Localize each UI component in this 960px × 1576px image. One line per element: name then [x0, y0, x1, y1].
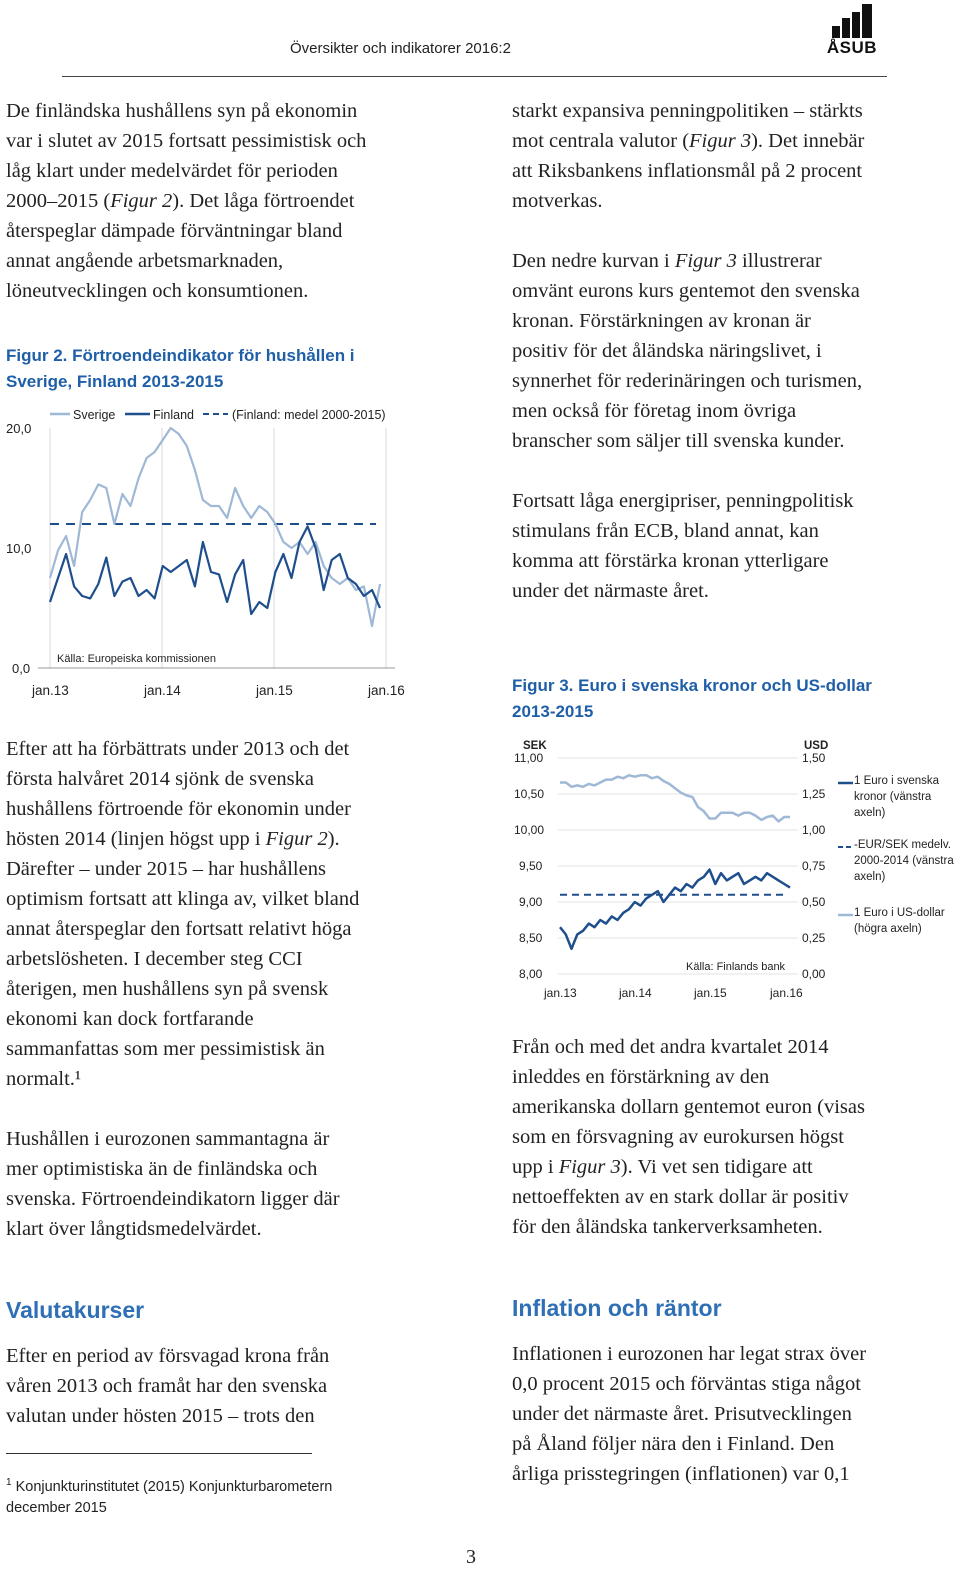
footnote-line-2: december 2015 [6, 1499, 107, 1516]
chart-grid [38, 428, 395, 668]
line: positiv för det åländska näringslivet, i [512, 340, 822, 362]
y-tick-label: 1,25 [802, 787, 826, 801]
series-line-finland [50, 526, 380, 614]
legend-label: Sverige [73, 408, 116, 422]
line: motverkas. [512, 190, 603, 212]
asub-logo [826, 2, 878, 58]
chart-source: Källa: Europeiska kommissionen [57, 653, 216, 665]
y-tick-label: 9,50 [519, 859, 543, 873]
line: Fortsatt låga energipriser, penningpolitisk [512, 490, 854, 512]
line: Från och med det andra kvartalet 2014 [512, 1036, 829, 1058]
line: inleddes en förstärkning av den [512, 1066, 770, 1088]
line: Inflationen i eurozonen har legat strax över [512, 1343, 867, 1365]
chart-source: Källa: Finlands bank [686, 961, 786, 973]
y-tick-label: 10,0 [6, 541, 32, 556]
y-tick-label: 0,00 [802, 967, 826, 981]
left-paragraph-1 [6, 96, 476, 306]
series-line-sverige [50, 428, 380, 626]
line: upp i Figur 3). Vi vet sen tidigare att [512, 1156, 813, 1178]
legend-entry [854, 837, 958, 893]
logo-text: ÅSUB [826, 38, 878, 57]
line: kronan. Förstärkningen av kronan är [512, 310, 811, 332]
line: men också för företag inom övriga [512, 400, 797, 422]
line: optimism fortsatt att klinga av, vilket bland [6, 888, 360, 910]
line: 2000–2015 (Figur 2). Det låga förtroendet [6, 190, 355, 212]
legend-label: -EUR/SEK medelv. 2000-2014 (vänstra axeln) [854, 839, 954, 883]
left-paragraph-2 [6, 734, 476, 1094]
right-paragraph-4 [512, 1032, 952, 1242]
line: 0,0 procent 2015 och förväntas stiga något [512, 1373, 861, 1395]
line: synnerhet för rederinäringen och turismen, [512, 370, 863, 392]
right-paragraph-3 [512, 486, 952, 606]
right-paragraph-5 [512, 1339, 952, 1489]
figure-3-chart [508, 733, 958, 1008]
line: amerikanska dollarn gentemot euron (visas [512, 1096, 865, 1118]
x-tick-label: jan.16 [770, 986, 803, 1000]
line: ekonomi kan dock fortfarande [6, 1008, 254, 1030]
y-tick-label: 0,75 [802, 859, 826, 873]
line: årliga prisstegringen (inflationen) var 0,1 [512, 1463, 850, 1485]
right-axis-unit: USD [804, 740, 829, 752]
x-tick-label: jan.14 [144, 683, 181, 698]
y-tick-label: 0,25 [802, 931, 826, 945]
y-tick-label: 10,00 [514, 823, 545, 837]
chart-series [50, 428, 380, 626]
line: klart över långtidsmedelvärdet. [6, 1218, 262, 1240]
y-tick-label: 1,00 [802, 823, 826, 837]
line: annat angående arbetsmarknaden, [6, 250, 284, 272]
legend-label: Finland [153, 408, 194, 422]
line: arbetslösheten. I december steg CCI [6, 948, 303, 970]
section-heading-valutakurser: Valutakurser [6, 1297, 145, 1323]
y-tick-label: 20,0 [6, 421, 32, 436]
x-tick-label: jan.15 [256, 683, 293, 698]
header-rule [62, 76, 887, 77]
line: hösten 2014 (linjen högst upp i Figur 2). [6, 828, 340, 850]
logo-bars-icon [826, 2, 878, 38]
line: Därefter – under 2015 – har hushållens [6, 858, 326, 880]
left-axis-ticks [514, 751, 544, 981]
line: återspeglar dämpade förväntningar bland [6, 220, 343, 242]
line: låg klart under medelvärdet för perioden [6, 160, 338, 182]
chart-series [560, 775, 790, 949]
footnote [6, 1472, 426, 1519]
series-line-eur-usd [560, 775, 790, 821]
x-tick-label: jan.14 [619, 986, 652, 1000]
section-heading-inflation: Inflation och räntor [512, 1295, 722, 1321]
y-tick-label: 11,00 [514, 751, 544, 765]
line: Den nedre kurvan i Figur 3 illustrerar [512, 250, 822, 272]
line: annat återspeglar den fortsatt relativt höga [6, 918, 352, 940]
right-paragraph-1 [512, 96, 952, 216]
line: nettoeffekten av en stark dollar är positiv [512, 1186, 849, 1208]
line: löneutvecklingen och konsumtionen. [6, 280, 309, 302]
line: Hushållen i eurozonen sammantagna är [6, 1128, 330, 1150]
caption-line: 2013-2015 [512, 702, 594, 721]
y-tick-label: 9,00 [519, 895, 543, 909]
line: hushållens förtroende för ekonomin under [6, 798, 351, 820]
line: som en försvagning av eurokursen högst [512, 1126, 844, 1148]
line: normalt.¹ [6, 1068, 82, 1090]
legend-entry [854, 773, 958, 829]
figure-2-caption [6, 343, 476, 395]
caption-line: Sverige, Finland 2013-2015 [6, 372, 224, 391]
page-header-title: Översikter och indikatorer 2016:2 [290, 40, 511, 57]
line: mer optimistiska än de finländska och [6, 1158, 318, 1180]
footnote-rule [6, 1453, 312, 1454]
page-number: 3 [466, 1546, 476, 1568]
line: branscher som säljer till svenska kunder. [512, 430, 845, 452]
line: första halvåret 2014 sjönk de svenska [6, 768, 314, 790]
line: under det närmaste året. Prisutvecklingen [512, 1403, 852, 1425]
line: på Åland följer nära den i Finland. Den [512, 1433, 835, 1455]
line: Efter en period av försvagad krona från [6, 1345, 330, 1367]
line: för den åländska tankerverksamheten. [512, 1216, 823, 1238]
line: var i slutet av 2015 fortsatt pessimistisk och [6, 130, 367, 152]
caption-line: Figur 3. Euro i svenska kronor och US-dollar [512, 676, 872, 695]
y-tick-label: 10,50 [514, 787, 545, 801]
y-tick-label: 1,50 [802, 751, 826, 765]
line: valutan under hösten 2015 – trots den [6, 1405, 315, 1427]
line: De finländska hushållens syn på ekonomin [6, 100, 358, 122]
right-axis-ticks [802, 751, 826, 981]
right-paragraph-2 [512, 246, 952, 456]
line: mot centrala valutor (Figur 3). Det innebär [512, 130, 865, 152]
y-tick-label: 8,00 [519, 967, 543, 981]
footnote-marker: 1 [6, 1477, 12, 1488]
left-paragraph-4 [6, 1341, 476, 1431]
left-paragraph-3 [6, 1124, 476, 1244]
y-tick-label: 0,50 [802, 895, 826, 909]
caption-line: Figur 2. Förtroendeindikator för hushållen i [6, 346, 355, 365]
line: svenska. Förtroendeindikatorn ligger där [6, 1188, 340, 1210]
y-tick-label: 8,50 [519, 931, 543, 945]
legend-label: 1 Euro i US-dollar (högra axeln) [854, 907, 945, 935]
line: under det närmaste året. [512, 580, 709, 602]
x-tick-label: jan.16 [368, 683, 405, 698]
line: omvänt eurons kurs gentemot den svenska [512, 280, 860, 302]
line: att Riksbankens inflationsmål på 2 procent [512, 160, 863, 182]
figure-2-chart [0, 400, 420, 705]
legend-label: 1 Euro i svenska kronor (vänstra axeln) [854, 775, 940, 819]
x-tick-label: jan.13 [32, 683, 69, 698]
line: komma att förstärka kronan ytterligare [512, 550, 829, 572]
line: Efter att ha förbättrats under 2013 och det [6, 738, 350, 760]
series-line-eur-sek [560, 870, 790, 949]
line: starkt expansiva penningpolitiken – stärkts [512, 100, 863, 122]
line: stimulans från ECB, bland annat, kan [512, 520, 819, 542]
x-tick-label: jan.13 [544, 986, 577, 1000]
line: våren 2013 och framåt har den svenska [6, 1375, 328, 1397]
line: sammanfattas som mer pessimistisk än [6, 1038, 325, 1060]
x-tick-label: jan.15 [694, 986, 727, 1000]
figure-3-caption [512, 673, 952, 725]
line: återigen, men hushållens syn på svensk [6, 978, 329, 1000]
left-axis-unit: SEK [523, 740, 547, 752]
y-tick-label: 0,0 [12, 661, 31, 676]
footnote-line-1: Konjunkturinstitutet (2015) Konjunkturbarometern [15, 1478, 333, 1495]
legend-label: (Finland: medel 2000-2015) [232, 408, 386, 422]
legend-entry [854, 905, 958, 945]
